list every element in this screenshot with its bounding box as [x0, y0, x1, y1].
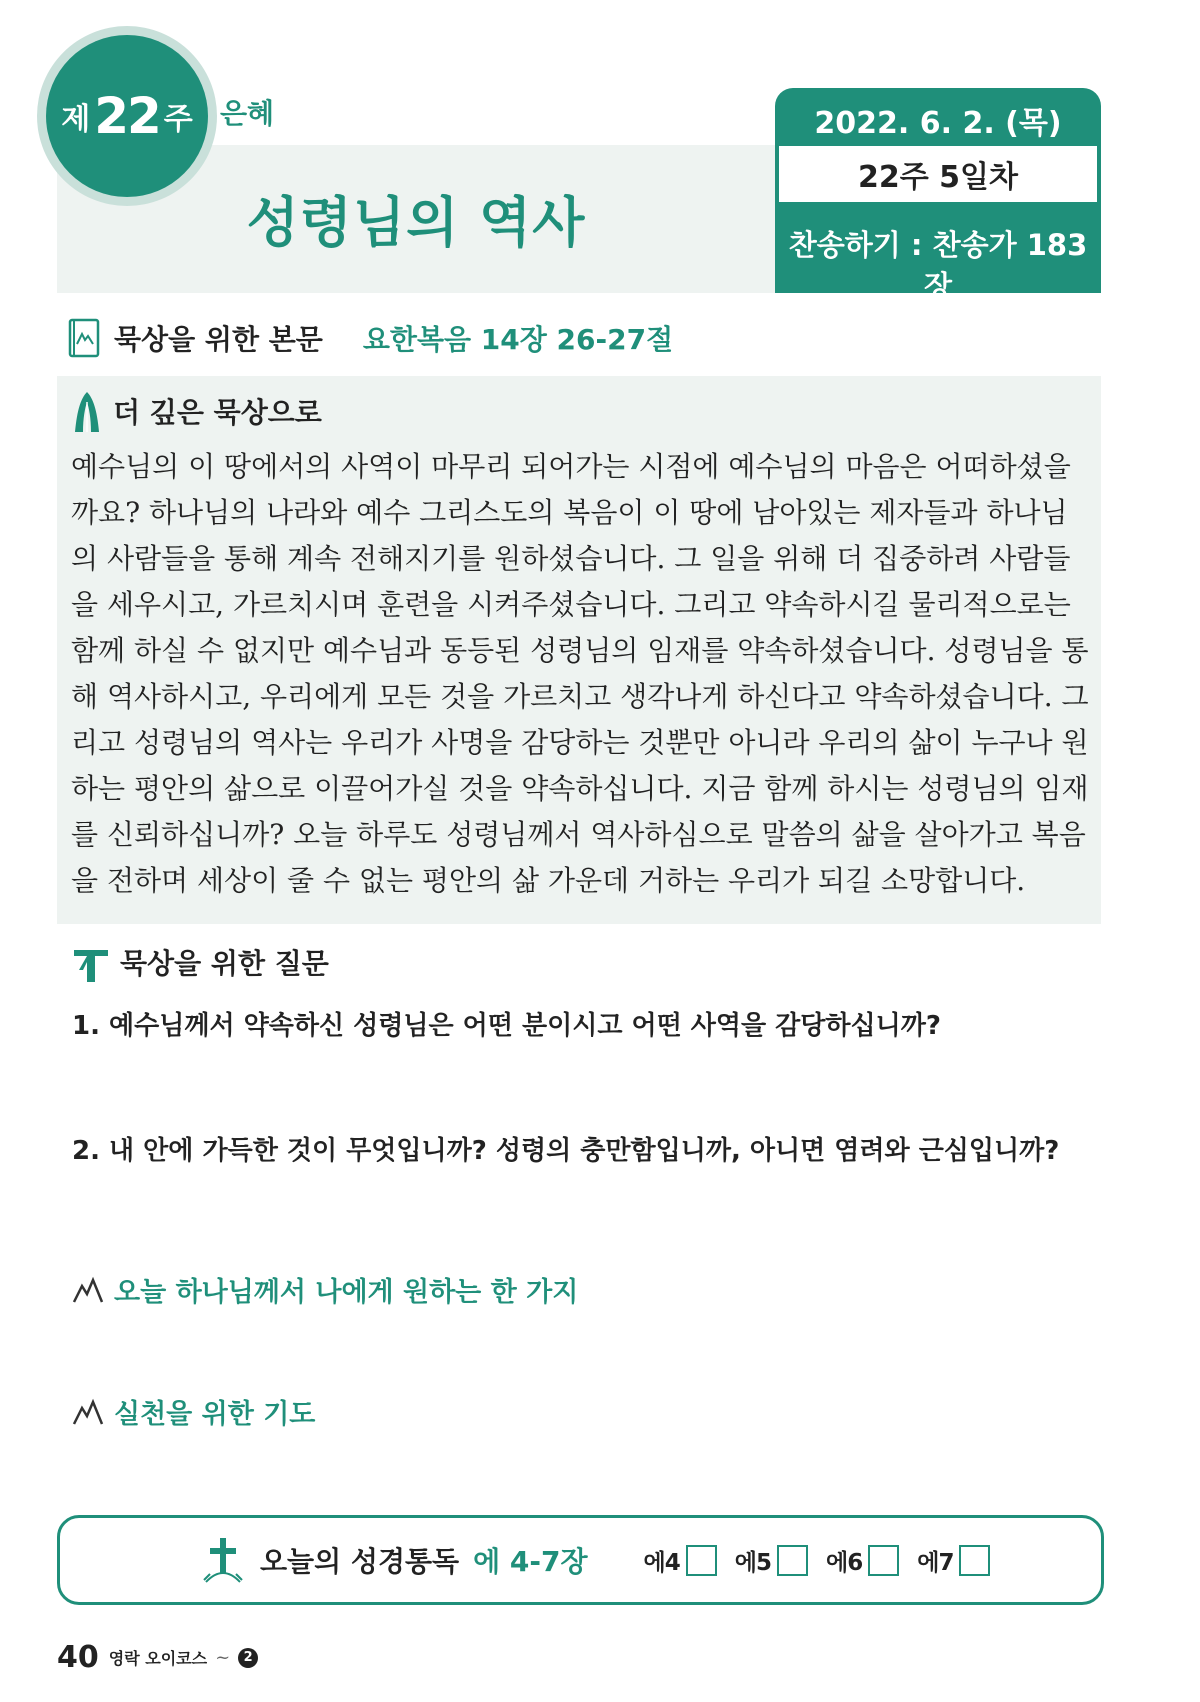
reading-checkbox[interactable]: [868, 1545, 899, 1576]
questions-heading: [70, 940, 329, 984]
cross-icon: [70, 940, 112, 984]
cross-icon: [200, 1534, 246, 1586]
book-icon: [68, 318, 100, 358]
bible-reading-label: 오늘의 성경통독: [260, 1545, 460, 1578]
one-thing-label: 오늘 하나님께서 나에게 원하는 한 가지: [114, 1277, 579, 1308]
reading-checkbox[interactable]: [686, 1545, 717, 1576]
day-label: 22주 5일차: [857, 160, 1018, 195]
reading-check-2[interactable]: [735, 1544, 808, 1577]
scripture-line: [68, 316, 673, 360]
week-number: 22: [94, 87, 160, 145]
mountain-icon: [72, 1398, 104, 1426]
meditation-heading: [67, 388, 322, 434]
theme-label: 은혜: [220, 97, 275, 130]
prayer-section: [72, 1392, 315, 1431]
day-label-box: [779, 146, 1097, 202]
volume-badge: 2: [238, 1648, 258, 1668]
question-1: 1. 예수님께서 약속하신 성령님은 어떤 분이시고 어떤 사역을 감당하십니까?: [72, 1011, 941, 1041]
bible-reading-range: 에 4-7장: [473, 1545, 588, 1578]
reading-check-label: 에4: [643, 1549, 680, 1576]
praying-hands-icon: [67, 388, 107, 434]
reading-check-3[interactable]: [826, 1544, 899, 1577]
reading-check-4[interactable]: [917, 1544, 990, 1577]
date-text: 2022. 6. 2. (목): [814, 106, 1062, 141]
date-box: [775, 88, 1101, 303]
questions-heading-text: 묵상을 위한 질문: [120, 947, 329, 980]
week-badge: [46, 35, 208, 197]
one-thing-section: [72, 1270, 578, 1309]
scripture-label: 묵상을 위한 본문: [114, 323, 323, 356]
reading-check-label: 에7: [917, 1549, 954, 1576]
series-name: 영락 오이코스: [108, 1649, 208, 1668]
week-prefix: 제: [61, 102, 91, 137]
bible-reading-row: [200, 1518, 1008, 1602]
week-suffix: 주: [163, 102, 193, 137]
mountain-icon: [72, 1276, 104, 1304]
question-2: 2. 내 안에 가득한 것이 무엇입니까? 성령의 충만함입니까, 아니면 염려와 근심입니까?: [72, 1136, 1060, 1166]
bible-reading-box: [57, 1515, 1104, 1605]
reading-check-1[interactable]: [644, 1544, 717, 1577]
meditation-box: [57, 376, 1101, 924]
reading-check-label: 에5: [734, 1549, 771, 1576]
hymn-text: 찬송하기 : 찬송가 183장: [788, 228, 1088, 303]
page-footer: [57, 1640, 258, 1675]
oikos-logo-icon: ~: [215, 1647, 231, 1668]
meditation-body: 예수님의 이 땅에서의 사역이 마무리 되어가는 시점에 예수님의 마음은 어떠하셨을까요? 하나님의 나라와 예수 그리스도의 복음이 이 땅에 남아있는 제자들과 하나님의 사람들을 통해 계속 전해지기를 원하셨습니다. 그 일을 위해 더 집중하려 사람들을 세우시고, 가르치시며 훈련을 시켜주셨습니다. 그리고 약속하시길 물리적으로는 함께 하실 수 없지만 예수님과 동등된 성령님의 임재를 약속하셨습니다. 성령님을 통해 역사하시고, 우리에게 모든 것을 가르치고 생각나게 하신다고 약속하셨습니다. 그리고 성령님의 역사는 우리가 사명을 감당하는 것뿐만 아니라 우리의 삶이 누구나 원하는 평안의 삶으로 이끌어가실 것을 약속하십니다. 지금 함께 하시는 성령님의 임재를 신뢰하십니까? 오늘 하루도 성령님께서 역사하심으로 말씀의 삶을 살아가고 복음을 전하며 세상이 줄 수 없는 평안의 삶 가운데 거하는 우리가 되길 소망합니다.: [71, 450, 1089, 897]
page-title: 성령님의 역사: [246, 191, 586, 254]
scripture-reference: 요한복음 14장 26-27절: [362, 323, 674, 356]
reading-checkbox[interactable]: [959, 1545, 990, 1576]
prayer-label: 실천을 위한 기도: [114, 1399, 316, 1430]
reading-checkbox[interactable]: [777, 1545, 808, 1576]
reading-check-label: 에6: [826, 1549, 863, 1576]
meditation-heading-text: 더 깊은 묵상으로: [113, 396, 322, 429]
page-number: 40: [57, 1640, 99, 1675]
